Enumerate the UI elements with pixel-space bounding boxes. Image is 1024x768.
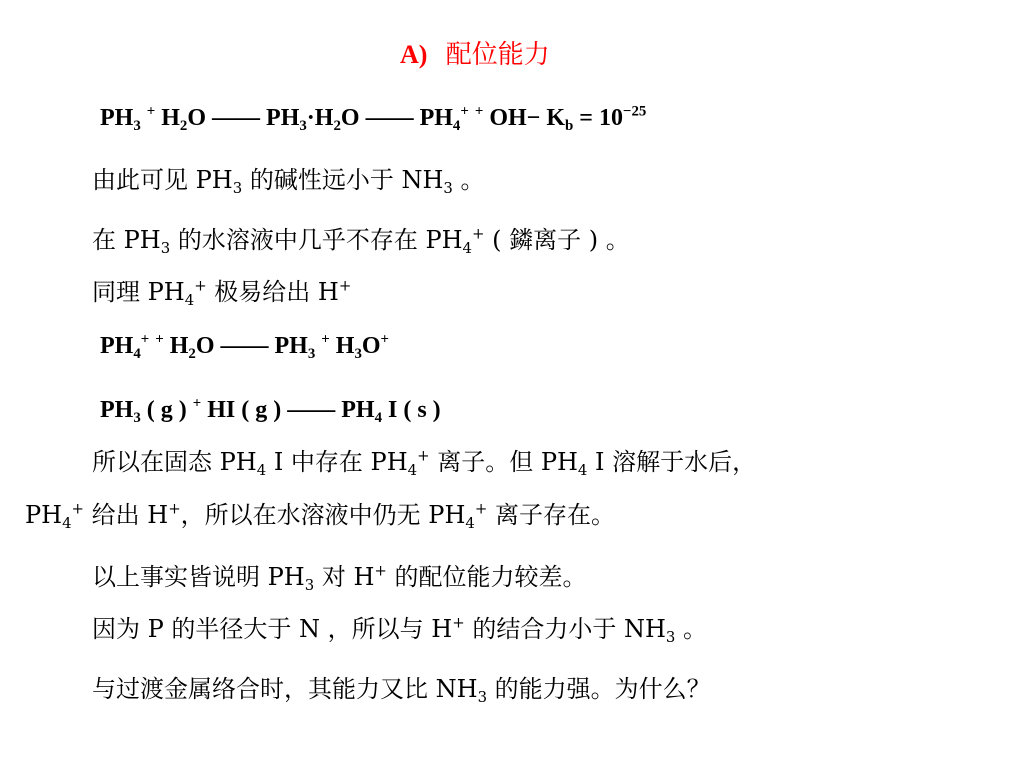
- paragraph-basicity: 由此可见 $PH_3$ 的碱性远小于 $NH_3$ 。: [92, 166, 485, 198]
- section-heading: 配位能力: [445, 40, 550, 70]
- paragraph-solution: 在 $PH_3$ 的水溶液中几乎不存在 $PH_4^+$ ( 鏻离子 ) 。: [92, 224, 630, 258]
- paragraph-conclusion: 以上事实皆说明 $PH_3$ 对 H+ 的配位能力较差。: [92, 561, 587, 595]
- equation-ph3-water: $PH_3$ + $H_2O$ —— $PH_3\cdot H_2O$ —— $PH_4^+$ + $OH- K_b = 10^{-25}$: [100, 103, 647, 135]
- equation-ph4-water: $PH_4^+$ + $H_2O$ —— $PH_3$ + $H_3O^+$: [100, 331, 390, 363]
- paragraph-donate: 同理 $PH_4^+$ 极易给出 H+: [92, 276, 352, 310]
- section-label: A): [400, 40, 428, 69]
- paragraph-radius: 因为 P 的半径大于 N ，所以与 H+ 的结合力小于 $NH_3$ 。: [92, 613, 707, 647]
- paragraph-question: 与过渡金属络合时，其能力又比 $NH_3$ 的能力强。为什么？: [92, 675, 711, 707]
- paragraph-no-ion: $PH_4^+$ 给出 H+，所以在水溶液中仍无 $PH_4^+$ 离子存在。: [25, 499, 615, 533]
- equation-ph3-hi: $PH_3$ ( g ) + HI ( g ) —— $PH_4$ I ( s ): [100, 395, 441, 427]
- paragraph-solid-state: 所以在固态 $PH_4$ I 中存在 $PH_4^+$ 离子。但 $PH_4$ I 溶解于水后，: [92, 446, 757, 480]
- section-title: [400, 40, 550, 70]
